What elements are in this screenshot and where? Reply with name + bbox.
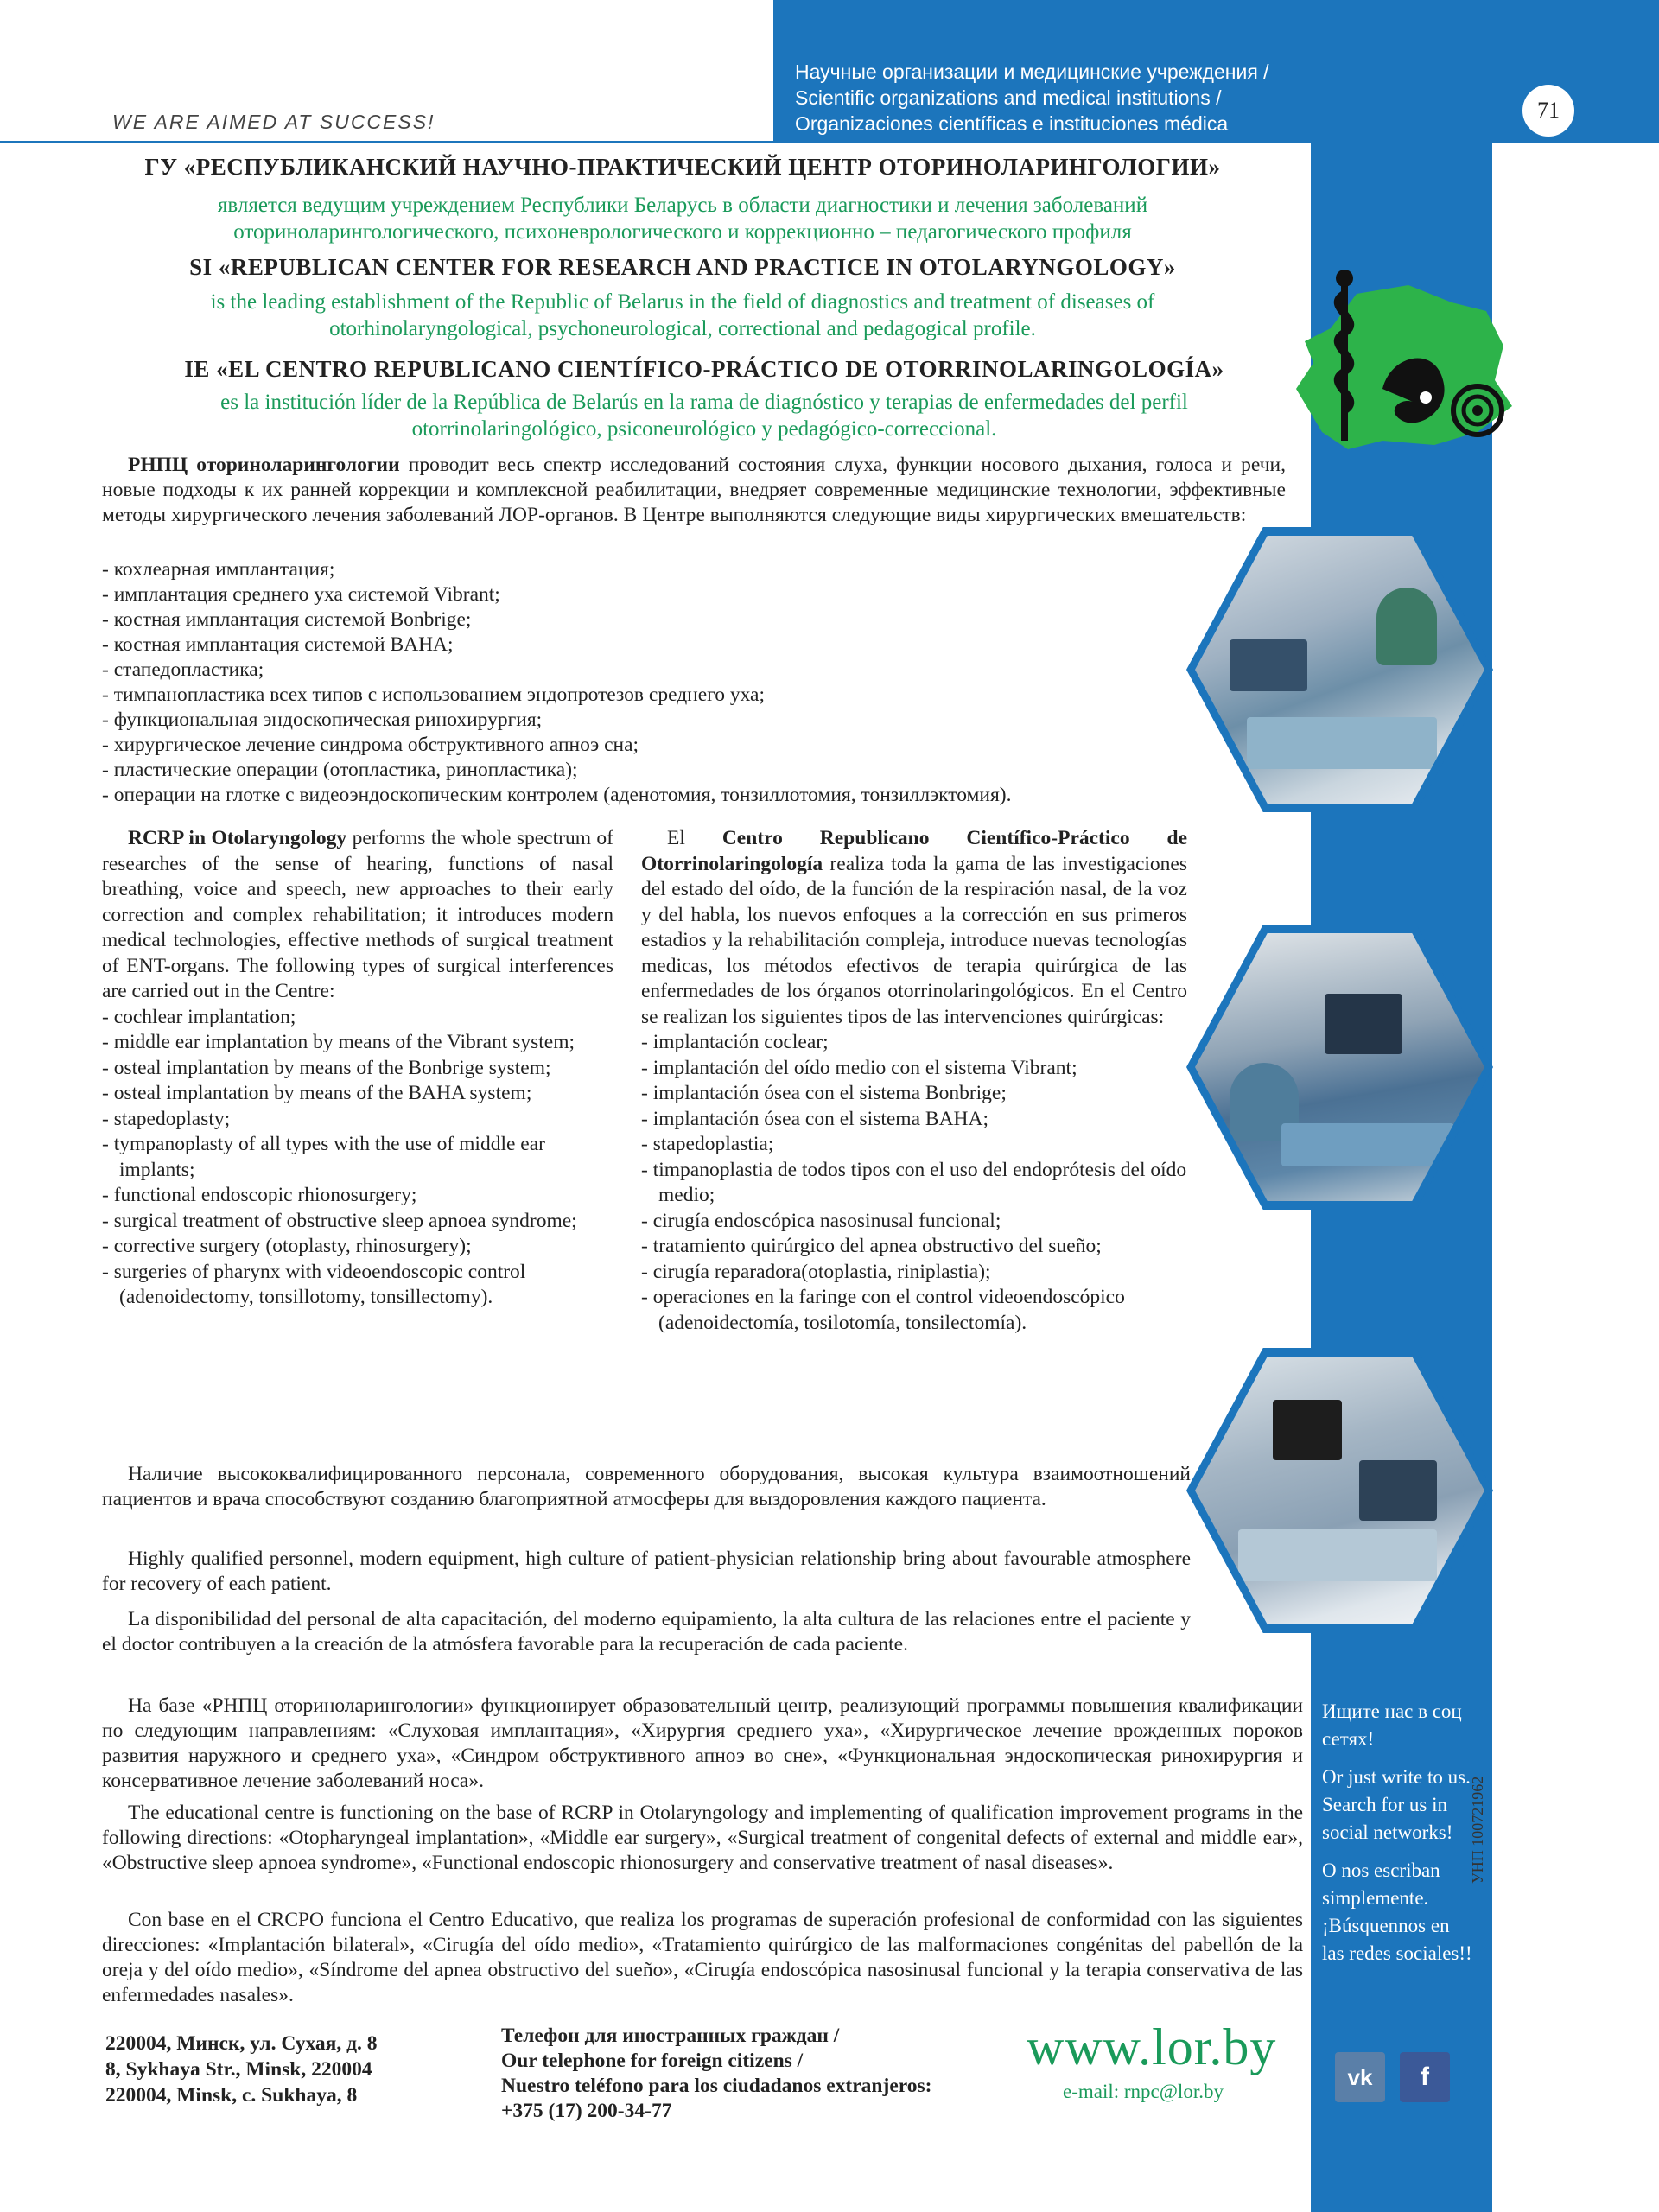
list-item: - костная имплантация системой Bonbrige; [102,608,472,631]
unp-number: УНП 100721962 [1469,1776,1486,1884]
en-intro-paragraph [102,826,613,1005]
monitor-shape [1325,994,1402,1054]
phone-number[interactable]: +375 (17) 200-34-77 [501,2100,672,2122]
social-en: Or just write to us. Search for us in social networks! [1322,1766,1471,1843]
en-intro-text: performs the whole spectrum of researches of the sense of hearing, functions of nasal breathing, voice and speech, new approaches to their early correction and complex rehabilitation; it introduces modern medical technologies, effective methods of surgical treatment of ENT-organs. The following types of surgical interferences are carried out in the Centre: [102,827,614,1002]
list-item: - timpanoplastia de todos tipos con el uso del endoprótesis del oído medio; [641,1158,1187,1206]
subtitle-ru-line1: является ведущим учреждением Республики Беларусь в области диагностики и лечения заболеваний [217,194,1148,217]
list-item: - osteal implantation by means of the BAHA system; [102,1082,532,1104]
list-item: - операции на глотке с видеоэндоскопическим контролем (аденотомия, тонзиллотомия, тонзиллэктомия). [102,784,1012,806]
section-es: Organizaciones científicas e instituciones médica [795,112,1229,135]
list-item: - implantación ósea con el sistema BAHA; [641,1107,989,1130]
es-staff-paragraph: La disponibilidad del personal de alta capacitación, del moderno equipamiento, la alta cultura de las relaciones entre el paciente y el doctor contribuyen a la creación de la atmósfera favorable para la recuperación de cada paciente. [102,1608,1191,1656]
vk-icon[interactable]: vk [1335,2052,1385,2102]
subtitle-ru [95,192,1270,245]
logo-emblem-icon [1279,259,1521,458]
page-number: 71 [1522,85,1574,137]
drape-shape [1238,1529,1437,1581]
drape-shape [1247,717,1437,769]
monitor-shape [1359,1460,1437,1521]
phone-block [501,2024,931,2124]
social-ru: Ищите нас в соц сетях! [1322,1700,1462,1750]
subtitle-es-line1: es la institución líder de la República de Belarús en la rama de diagnóstico y terapias de enfermedades del perfil [220,391,1188,414]
ru-surgery-list [102,557,1286,808]
list-item: - пластические операции (отопластика, ринопластика); [102,759,578,781]
monitor-shape [1230,639,1307,691]
address-en: 8, Sykhaya Str., Minsk, 220004 [105,2058,372,2081]
list-item: - cochlear implantation; [102,1005,296,1028]
es-intro-bold: Centro Republicano Científico-Práctico de Otorrinolaringología [641,827,1188,875]
list-item: - implantación coclear; [641,1031,829,1053]
slogan: WE ARE AIMED AT SUCCESS! [112,111,435,133]
list-item: - кохлеарная имплантация; [102,558,335,581]
list-item: - osteal implantation by means of the Bonbrige system; [102,1056,551,1079]
monitor-shape [1273,1400,1342,1460]
en-column [102,826,613,1311]
ru-edu-paragraph: На базе «РНПЦ оториноларингологии» функционирует образовательный центр, реализующий программы повышения квалификации по следующим направлениям: «Слуховая имплантация», «Хирургия среднего уха», «Хирургическое лечение врожденных пороков развития наружного и среднего уха», «Синдром обструктивного апноэ во сне», «Функциональная эндоскопическая ринохирургия и консервативное лечение заболеваний носа». [102,1694,1303,1792]
es-column [641,826,1187,1336]
ru-intro-text: проводит весь спектр исследований состояния слуха, функции носового дыхания, голоса и речи, новые подходы к их ранней коррекции и комплексной реабилитации, внедряет современные медицинские технологии, эффективные методы хирургического лечения заболеваний ЛОР-органов. В Центре выполняются следующие виды хирургических вмешательств: [102,454,1286,526]
ru-staff-paragraph: Наличие высококвалифицированного персонала, современного оборудования, высокая культура взаимоотношений пациентов и врача способствуют созданию благоприятной атмосферы для выздоровления каждого пациента. [102,1463,1191,1510]
section-titles [795,59,1269,137]
list-item: - surgeries of pharynx with videoendoscopic control (adenoidectomy, tonsillotomy, tonsillectomy). [102,1260,526,1308]
list-item: - implantación ósea con el sistema Bonbrige; [641,1082,1007,1104]
ru-intro-paragraph [102,453,1286,528]
header-rule [0,141,778,143]
list-item: - cirugía reparadora(otoplastia, riniplastia); [641,1260,991,1283]
subtitle-en-line2: otorhinolaryngological, psychoneurological, correctional and pedagogical profile. [329,317,1036,340]
list-item: - implantación del oído medio con el sistema Vibrant; [641,1056,1077,1079]
title-es: IE «EL CENTRO REPUBLICANO CIENTÍFICO-PRÁCTICO DE OTORRINOLARINGOLOGÍA» [184,356,1224,382]
list-item: - functional endoscopic rhionosurgery; [102,1184,417,1206]
social-es: O nos escriban simplemente. ¡Búsquennos en las redes sociales!! [1322,1859,1472,1964]
subtitle-ru-line2: оториноларингологического, психоневрологического и коррекционно – педагогического профиля [233,220,1132,244]
list-item: - имплантация среднего уха системой Vibrant; [102,583,500,606]
list-item: - middle ear implantation by means of the Vibrant system; [102,1031,575,1053]
section-en: Scientific organizations and medical institutions / [795,86,1222,109]
es-intro-paragraph [641,826,1187,1030]
title-en: SI «REPUBLICAN CENTER FOR RESEARCH AND PRACTICE IN OTOLARYNGOLOGY» [189,254,1176,280]
en-intro-bold: RCRP in Otolaryngology [128,827,347,849]
email-link[interactable]: e-mail: rnpc@lor.by [1063,2081,1224,2102]
subtitle-es [130,389,1279,442]
phone-label-en: Our telephone for foreign citizens / [501,2050,804,2072]
surgeon-shape [1376,588,1437,665]
list-item: - тимпанопластика всех типов с использованием эндопротезов среднего уха; [102,683,765,706]
title-ru: ГУ «РЕСПУБЛИКАНСКИЙ НАУЧНО-ПРАКТИЧЕСКИЙ ЦЕНТР ОТОРИНОЛАРИНГОЛОГИИ» [144,154,1221,180]
list-item: - corrective surgery (otoplasty, rhinosurgery); [102,1235,472,1257]
en-edu-paragraph: The educational centre is functioning on the base of RCRP in Otolaryngology and implementing of qualification improvement programs in the following directions: «Otopharyngeal implantation», «Middle ear surgery», «Surgical treatment of congenital defects of external and middle ear», «Obstructive sleep apnoea syndrome», «Functional endoscopic rhionosurgery and conservative treatment of nasal diseases». [102,1802,1303,1874]
es-edu-paragraph: Con base en el CRCPO funciona el Centro Educativo, que realiza los programas de superación profesional de conformidad con las siguientes direcciones: «Implantación bilateral», «Cirugía del oído medio», «Tratamiento quirúrgico de las malformaciones congénitas del pabellón de la oreja y del oído medio», «Síndrome del apnea obstructivo del sueño», «Cirugía endoscópica nasosinusal funcional y la terapia conservativa de las enfermedades nasales». [102,1909,1303,2006]
list-item: - стапедопластика; [102,658,264,681]
list-item: - operaciones en la faringe con el control videoendoscópico (adenoidectomía, tosilotomía, tonsilectomía). [641,1286,1125,1334]
subtitle-en [95,289,1270,342]
list-item: - surgical treatment of obstructive sleep apnoea syndrome; [102,1209,577,1232]
list-item: - tympanoplasty of all types with the use of middle ear implants; [102,1133,545,1181]
facebook-icon[interactable]: f [1400,2052,1450,2102]
phone-label-ru: Телефон для иностранных граждан / [501,2024,840,2047]
en-staff-paragraph: Highly qualified personnel, modern equipment, high culture of patient-physician relationship bring about favourable atmosphere for recovery of each patient. [102,1548,1191,1595]
list-item: - функциональная эндоскопическая ринохирургия; [102,709,543,731]
website-link[interactable]: www.lor.by [1027,2018,1277,2075]
ru-intro-bold: РНПЦ оториноларингологии [128,454,400,476]
list-item: - хирургическое лечение синдрома обструктивного апноэ сна; [102,734,639,756]
subtitle-en-line1: is the leading establishment of the Republic of Belarus in the field of diagnostics and treatment of diseases of [210,290,1155,314]
list-item: - stapedoplastia; [641,1133,774,1155]
es-intro-lead: El [667,827,722,849]
drape-shape [1281,1123,1454,1166]
es-intro-text: realiza toda la gama de las investigaciones del estado del oído, de la función de la respiración nasal, de la voz y del habla, los nuevos enfoques a la corrección en sus primeros estadios y la rehabilitación compleja, introduce nuevas tecnologías medicas, los métodos efectivos de terapia quirúrgica de las enfermedades de los órganos otorrinolaringológicos. En el Centro se realizan los siguientes tipos de las intervenciones quirúrgicas: [641,852,1187,1028]
list-item: - tratamiento quirúrgico del apnea obstructivo del sueño; [641,1235,1102,1257]
address-block [105,2031,378,2108]
address-ru: 220004, Минск, ул. Сухая, д. 8 [105,2032,378,2055]
list-item: - cirugía endoscópica nasosinusal funcional; [641,1209,1001,1232]
list-item: - костная имплантация системой BAHA; [102,633,454,656]
social-callout [1322,1698,1473,1978]
phone-label-es: Nuestro teléfono para los ciudadanos extranjeros: [501,2075,932,2097]
section-ru: Научные организации и медицинские учреждения / [795,60,1269,83]
address-es: 220004, Minsk, c. Sukhaya, 8 [105,2084,358,2107]
list-item: - stapedoplasty; [102,1107,231,1130]
subtitle-es-line2: otorrinolaringológico, psiconeurológico y pedagógico-correccional. [411,417,997,441]
